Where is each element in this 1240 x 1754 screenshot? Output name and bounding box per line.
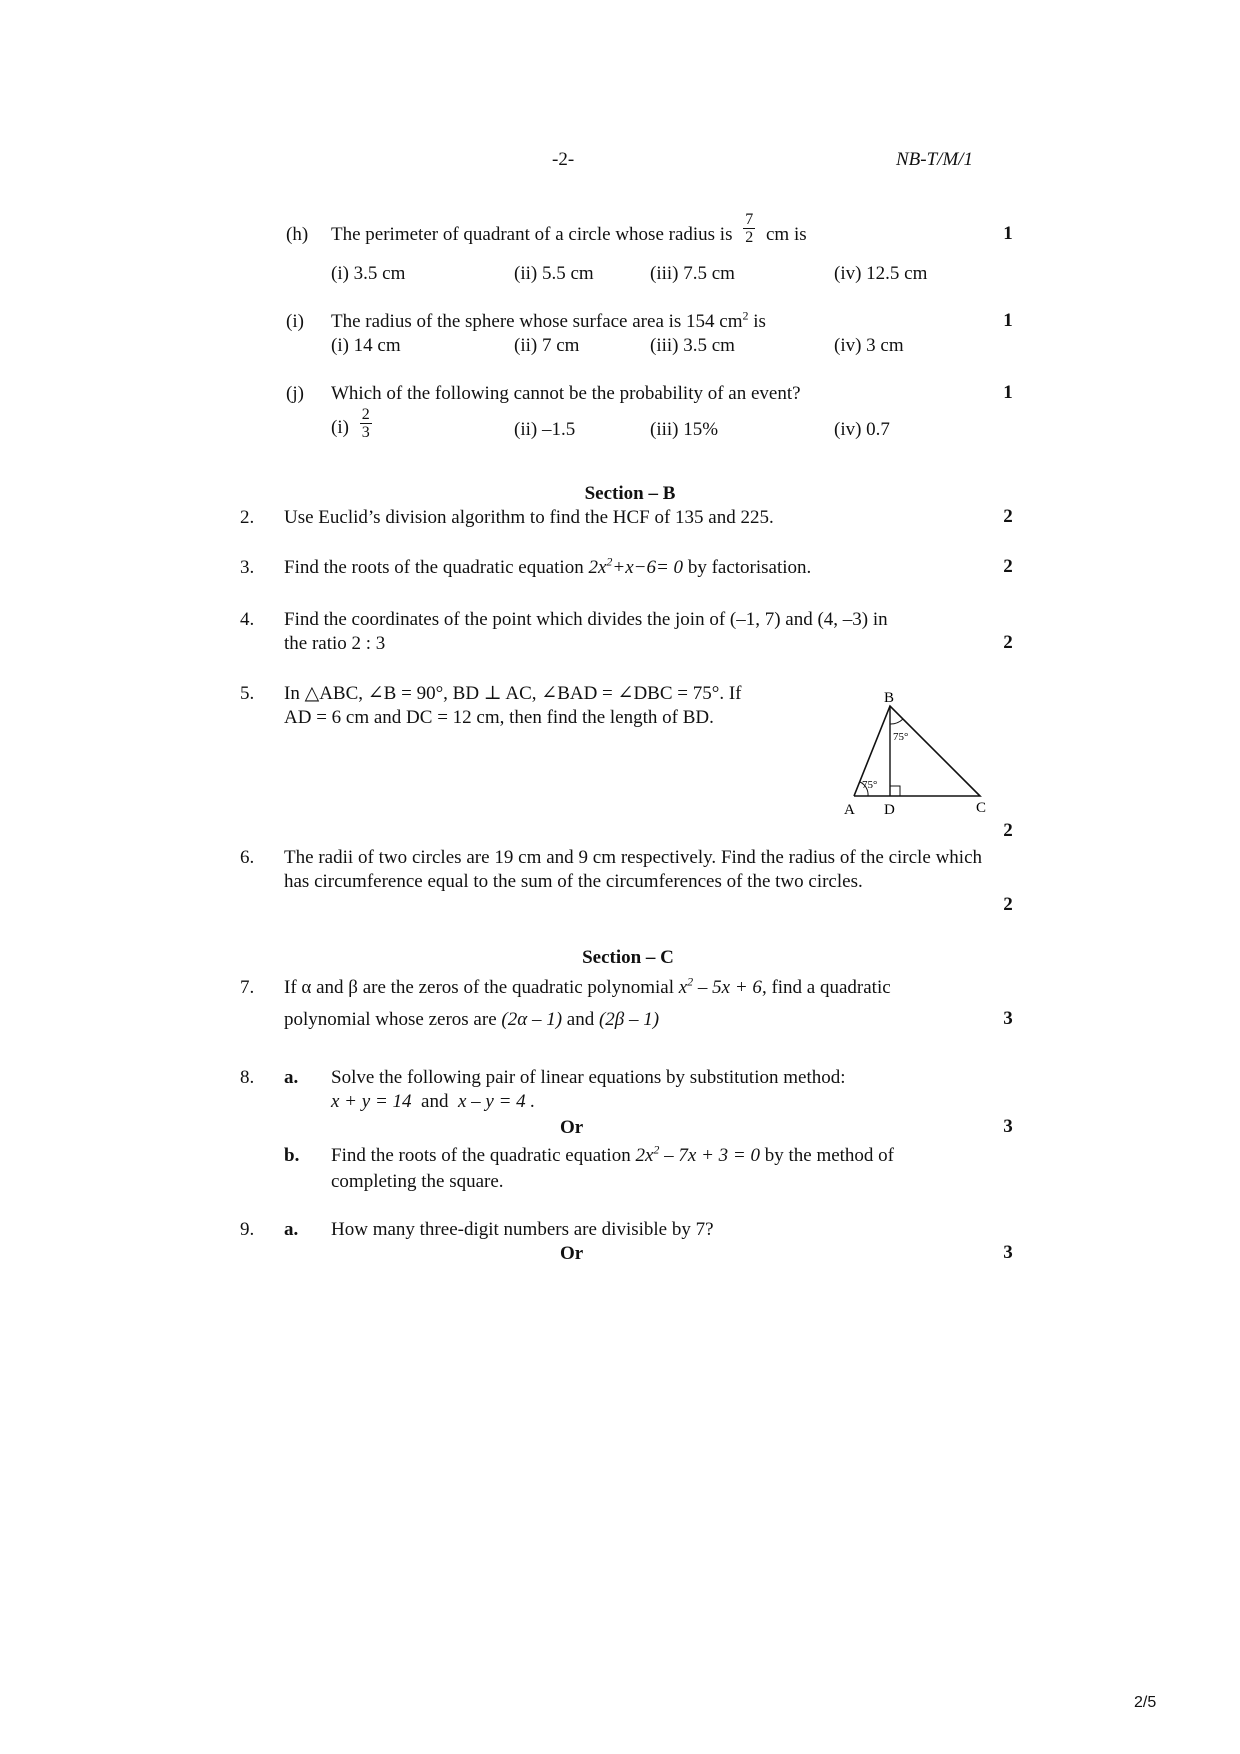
q5-number: 5.: [240, 683, 255, 704]
paper-code: NB-T/M/1: [896, 149, 974, 170]
section-b-heading: Section – B: [584, 483, 676, 504]
q-h-option-4: (iv) 12.5 cm: [834, 263, 928, 284]
q-j-text: Which of the following cannot be the probability of an event?: [331, 383, 801, 404]
q3-eq-part-b: +x−6= 0: [612, 557, 684, 578]
q8-b-eq-sup: 2: [653, 1142, 660, 1157]
q4-line1: Find the coordinates of the point which divides the join of (–1, 7) and (4, –3) in: [284, 609, 888, 630]
q8-b-before: Find the roots of the quadratic equation: [331, 1145, 631, 1166]
q-j-frac-den: 3: [361, 424, 370, 442]
q-h-fraction: [743, 211, 755, 246]
q-i-text: [331, 310, 766, 334]
q3-text: [284, 556, 811, 580]
q-i-option-4: (iv) 3 cm: [834, 335, 904, 356]
q6-number: 6.: [240, 847, 255, 868]
q7-marks: 3: [1003, 1008, 1013, 1029]
q8-eq-and: and: [421, 1091, 449, 1112]
q8-b-line1: [331, 1144, 894, 1168]
q7-line2: [284, 1008, 659, 1032]
q-h-option-2: (ii) 5.5 cm: [514, 263, 594, 284]
right-angle-mark: [890, 786, 900, 796]
q7-number: 7.: [240, 977, 255, 998]
q8-b-line2: completing the square.: [331, 1171, 504, 1192]
q-i-option-2: (ii) 7 cm: [514, 335, 580, 356]
q-h-label: (h): [286, 224, 309, 245]
q8-eq1: x + y = 14: [331, 1091, 412, 1112]
q7-poly-b: – 5x + 6: [693, 977, 762, 998]
q-j-option-1: [331, 406, 378, 442]
q7-zero1: (2α – 1): [501, 1009, 563, 1030]
q6-text: The radii of two circles are 19 cm and 9 cm respectively. Find the radius of the circle which has circumference equal to the sum of the circumferences of the two circles.: [284, 847, 982, 892]
q-h-frac-den: 2: [745, 229, 754, 247]
angle-top-label: 75°: [893, 731, 909, 743]
q8-number: 8.: [240, 1067, 255, 1088]
q9-number: 9.: [240, 1219, 255, 1240]
q4-line2: the ratio 2 : 3: [284, 633, 386, 654]
vertex-d-label: D: [884, 802, 895, 818]
section-c-heading: Section – C: [582, 947, 674, 968]
q5-marks: 2: [1003, 820, 1013, 841]
q9-or: Or: [560, 1243, 584, 1264]
q2-number: 2.: [240, 507, 255, 528]
q-j-frac-num: 2: [361, 406, 370, 424]
q6-marks: 2: [1003, 894, 1013, 915]
angle-bottom-label: 75°: [862, 779, 878, 791]
q8-b-label: b.: [284, 1145, 300, 1166]
q7-line1-before: If α and β are the zeros of the quadratic polynomial: [284, 977, 674, 998]
q7-and: and: [566, 1009, 595, 1030]
q7-poly-a: x: [678, 977, 688, 998]
q-j-label: (j): [286, 383, 304, 404]
q8-marks: 3: [1003, 1116, 1013, 1137]
q9-a-text: How many three-digit numbers are divisible by 7?: [331, 1219, 714, 1240]
q3-number: 3.: [240, 557, 255, 578]
q-i-label: (i): [286, 311, 304, 332]
triangle-figure: [834, 686, 994, 826]
q9-a-label: a.: [284, 1219, 299, 1240]
q3-text-before: Find the roots of the quadratic equation: [284, 557, 584, 578]
q-j-marks: 1: [1003, 382, 1013, 403]
vertex-c-label: C: [976, 800, 987, 816]
q-j-option-3: (iii) 15%: [650, 419, 719, 440]
q8-or: Or: [560, 1117, 584, 1138]
q-i-text-after: is: [748, 311, 766, 332]
q-i-sup: 2: [742, 308, 749, 323]
q8-b-eq-a: 2x: [635, 1145, 654, 1166]
q-j-option-1-label: (i): [331, 417, 349, 438]
q3-equation: [588, 554, 684, 578]
vertex-b-label: B: [884, 690, 895, 706]
vertex-a-label: A: [844, 802, 855, 818]
q-j-option-1-fraction: [360, 406, 372, 441]
q7-zero2: (2β – 1): [598, 1009, 660, 1030]
q8-equations: [331, 1090, 535, 1114]
q5-line2: AD = 6 cm and DC = 12 cm, then find the length of BD.: [284, 707, 714, 728]
q2-marks: 2: [1003, 506, 1013, 527]
q7-line1: [284, 976, 891, 1000]
q-i-option-3: (iii) 3.5 cm: [650, 335, 735, 356]
q3-marks: 2: [1003, 556, 1013, 577]
q3-text-after: by factorisation.: [687, 557, 812, 578]
q8-a-label: a.: [284, 1067, 299, 1088]
q-i-marks: 1: [1003, 310, 1013, 331]
q-h-text-after: cm is: [765, 224, 807, 245]
q7-poly-sup: 2: [687, 974, 694, 989]
q7-line1-after: , find a quadratic: [761, 977, 891, 998]
q8-b-eq-b: – 7x + 3 = 0: [659, 1145, 760, 1166]
q8-b-after: by the method of: [764, 1145, 895, 1166]
q7-polynomial: [678, 974, 762, 998]
q8-b-equation: [635, 1142, 760, 1166]
q-j-option-2: (ii) –1.5: [514, 419, 576, 440]
q8-eq2: x – y = 4 .: [457, 1091, 536, 1112]
q-h-text: [331, 211, 807, 247]
q3-eq-sup: 2: [606, 554, 613, 569]
q-h-text-before: The perimeter of quadrant of a circle whose radius is: [331, 224, 733, 245]
q8-a-text: Solve the following pair of linear equations by substitution method:: [331, 1067, 846, 1088]
q9-marks: 3: [1003, 1242, 1013, 1263]
q-h-option-1: (i) 3.5 cm: [331, 263, 406, 284]
q-i-option-1: (i) 14 cm: [331, 335, 401, 356]
q5-line1: In △ABC, ∠B = 90°, BD ⊥ AC, ∠BAD = ∠DBC = 75°. If: [284, 683, 742, 704]
q4-number: 4.: [240, 609, 255, 630]
angle-arc-top: [890, 719, 903, 724]
q-h-frac-num: 7: [745, 211, 754, 229]
q3-eq-part-a: 2x: [588, 557, 607, 578]
q-j-option-4: (iv) 0.7: [834, 419, 890, 440]
q4-marks: 2: [1003, 632, 1013, 653]
page-count: 2/5: [1134, 1694, 1157, 1711]
q-h-option-3: (iii) 7.5 cm: [650, 263, 735, 284]
q-i-text-before: The radius of the sphere whose surface area is 154 cm: [331, 311, 743, 332]
q7-line2-before: polynomial whose zeros are: [284, 1009, 497, 1030]
q2-text: Use Euclid’s division algorithm to find the HCF of 135 and 225.: [284, 507, 774, 528]
q-h-marks: 1: [1003, 223, 1013, 244]
page-number: -2-: [552, 149, 575, 170]
